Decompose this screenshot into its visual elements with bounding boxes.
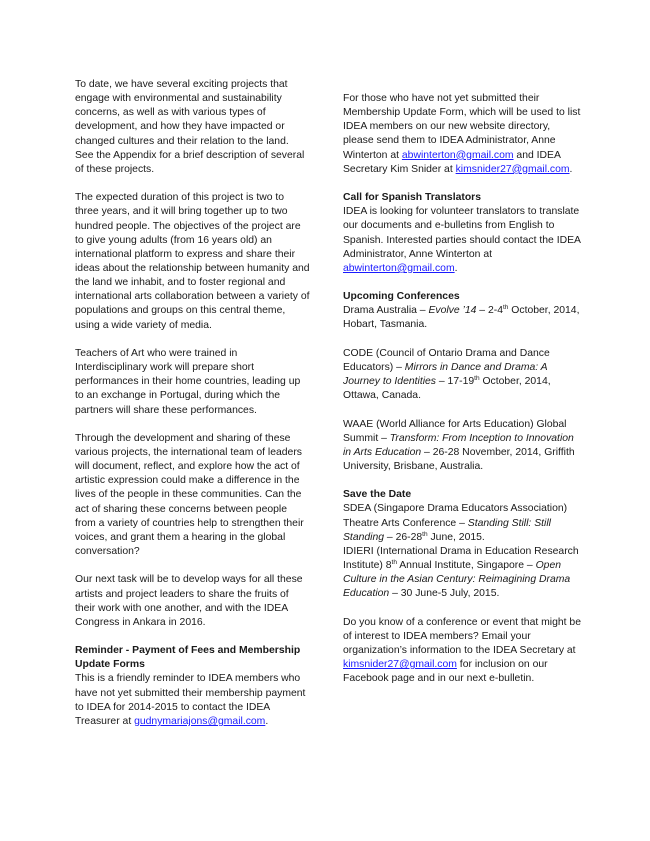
- ordinal-suffix: th: [422, 530, 428, 538]
- ordinal-suffix: th: [503, 304, 509, 312]
- right-column: [343, 92, 583, 686]
- punctuation: .: [569, 163, 573, 175]
- closing-text-end: for inclusion on our Facebook page and in our next e-bulletin.: [343, 659, 548, 685]
- administrator-email-link[interactable]: abwinterton@gmail.com: [401, 149, 514, 161]
- sdea-date: – 26-28: [384, 531, 423, 543]
- conference-title: Mirrors in Dance and Drama: A Journey to Identities: [343, 361, 548, 388]
- translators-section: [343, 191, 583, 276]
- conference-code: [343, 347, 583, 404]
- secretary-email-link[interactable]: kimsnider27@gmail.com: [455, 163, 570, 175]
- membership-paragraph: [343, 92, 583, 177]
- conference-date: – 17-19: [436, 376, 475, 388]
- treasurer-email-link[interactable]: gudnymariajons@gmail.com: [134, 715, 266, 727]
- punctuation: .: [265, 715, 269, 727]
- left-column: [75, 78, 310, 729]
- conference-date-location: October, 2014, Ottawa, Canada.: [343, 376, 551, 402]
- translators-email-link[interactable]: abwinterton@gmail.com: [343, 262, 455, 274]
- idieri-date: – 30 June-5 July, 2015.: [389, 588, 500, 600]
- teachers-paragraph: Teachers of Art who were trained in Interdisciplinary work will prepare short performances in their home countries, leading up to an exchange in Portugal, during which the partners will share these performances.: [75, 347, 301, 416]
- conferences-heading: Upcoming Conferences: [343, 291, 460, 303]
- conference-drama-australia: [343, 290, 583, 332]
- sdea-date-end: June, 2015.: [427, 531, 485, 543]
- conference-org: WAAE (World Alliance for Arts Education) Global Summit –: [343, 418, 567, 444]
- punctuation: .: [454, 262, 458, 274]
- conference-title: Transform: From Inception to Innovation in Arts Education: [343, 432, 574, 458]
- sdea-title: Standing Still: Still Standing: [343, 517, 551, 543]
- translators-heading: Call for Spanish Translators: [343, 192, 482, 204]
- ordinal-suffix: th: [474, 375, 480, 383]
- closing-text: Do you know of a conference or event that might be of interest to IDEA members? Email your organization’s information to the IDEA Secretary at: [343, 616, 581, 656]
- membership-text-mid: and IDEA Secretary Kim Snider at: [343, 149, 561, 175]
- development-paragraph: Through the development and sharing of these various projects, the international team of leaders will document, reflect, and explore how the act of artistic expression could make a difference in the lives of the people in these communities. Can the act of sharing these concerns between people from a variety of countries help to strengthen their voices, and grant them a hearing in the global conversation?: [75, 432, 304, 558]
- closing-paragraph: [343, 616, 583, 687]
- save-the-date-section: [343, 488, 583, 601]
- conference-date-location: October, 2014, Hobart, Tasmania.: [343, 305, 580, 331]
- conference-date-location: – 26-28 November, 2014, Griffith University, Brisbane, Australia.: [343, 446, 575, 472]
- translators-text: IDEA is looking for volunteer translators to translate our documents and e-bulletins from English to Spanish. Interested parties should contact the IDEA Administrator, Anne Winterton at: [343, 206, 581, 260]
- idieri-location: Annual Institute, Singapore –: [396, 560, 536, 572]
- conference-title: Evolve ’14: [428, 305, 477, 317]
- conference-waae: [343, 418, 583, 475]
- membership-text: For those who have not yet submitted their Membership Update Form, which will be used to list IDEA members on our new website directory, please send them to IDEA Administrator, Anne Winterton at: [343, 93, 581, 161]
- reminder-heading: Reminder - Payment of Fees and Membership Update Forms: [75, 645, 301, 671]
- idieri-org: IDIERI (International Drama in Education Research Institute) 8: [343, 545, 579, 572]
- reminder-text: This is a friendly reminder to IDEA members who have not yet submitted their membership payment to IDEA for 2014-2015 to contact the IDEA Treasurer at: [75, 673, 306, 727]
- sdea-org: SDEA (Singapore Drama Educators Association) Theatre Arts Conference –: [343, 503, 568, 529]
- closing-secretary-email-link[interactable]: kimsnider27@gmail.com: [343, 659, 457, 671]
- next-task-paragraph: Our next task will be to develop ways for all these artists and project leaders to share the fruits of their work with one another, and with the IDEA Congress in Ankara in 2016.: [75, 574, 303, 628]
- conference-date: – 2-4: [476, 305, 503, 317]
- save-the-date-heading: Save the Date: [343, 489, 412, 501]
- idieri-title: Open Culture in the Asian Century: Reimagining Drama Education: [343, 560, 571, 600]
- conference-org: Drama Australia –: [343, 305, 429, 317]
- conference-org: CODE (Council of Ontario Drama and Dance Educators) –: [343, 347, 550, 373]
- reminder-section: [75, 644, 310, 729]
- intro-paragraph: To date, we have several exciting projects that engage with environmental and sustainability concerns, as well as with various types of development, and how they have impacted or changed cultures and their relation to the land. See the Appendix for a brief description of several of these projects.: [75, 79, 305, 175]
- ordinal-suffix: th: [391, 559, 397, 567]
- duration-paragraph: The expected duration of this project is two to three years, and it will bring together up to two hundred people. The objectives of the project are to give young adults (from 16 years old) an international platform to express and share their ideas about the relationship between humanity and the land we inhabit, and to foster regional and international arts collaboration between a variety of populations and groups on this central theme, using a wide variety of media.: [75, 192, 310, 331]
